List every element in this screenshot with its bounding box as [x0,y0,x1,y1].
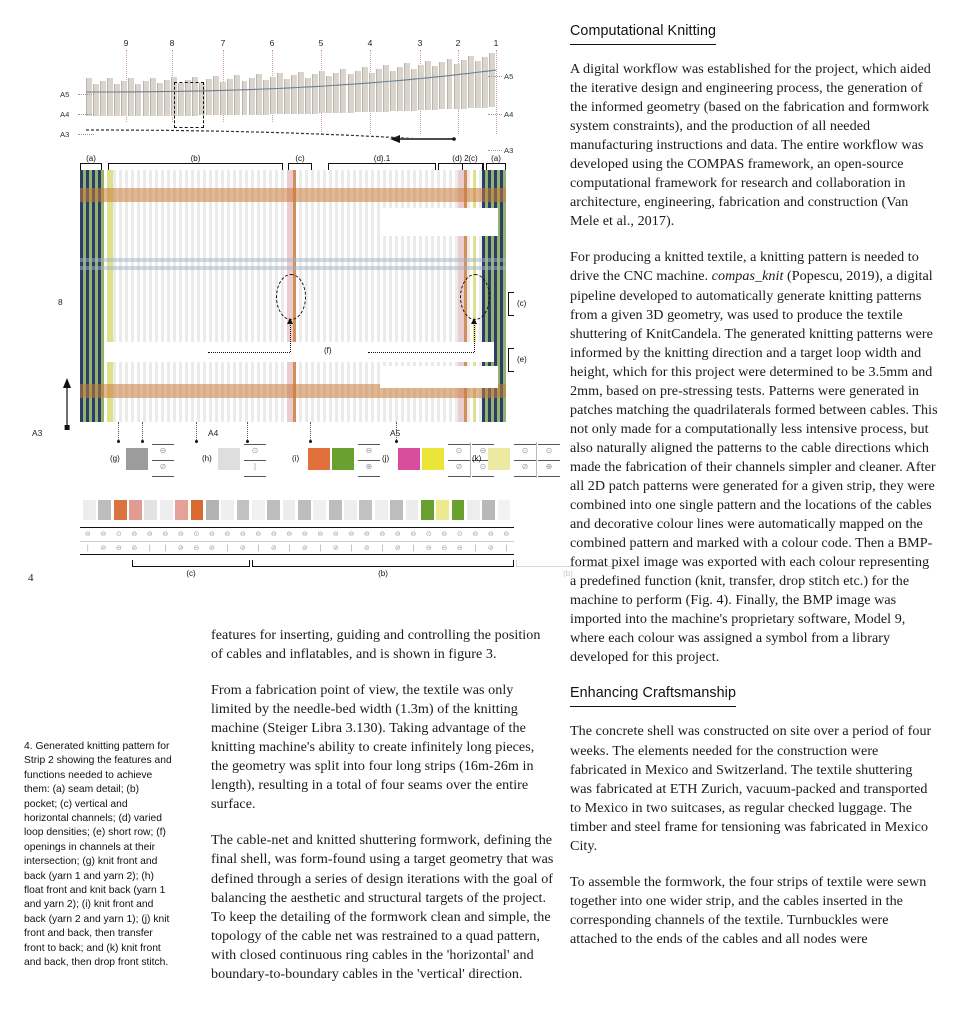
pattern-bracket [80,163,102,170]
colour-strip-swatch [452,500,465,520]
symbol-grid-cell-bottom: | [474,545,477,552]
legend-symbol-cell [514,442,536,478]
pattern-bracket-label: (c) [295,154,305,163]
symbol-rule-top [448,444,470,445]
legend-symbol-divider [470,442,471,478]
elevation-level-line [78,134,94,135]
elevation-level-label-right: A3 [504,146,514,155]
symbol-glyph-bottom: ⊘ [521,462,529,471]
legend-leader-line [310,422,311,440]
symbol-grid-cell-top: ⊖ [344,528,360,542]
elevation-number: 5 [318,38,324,48]
elevation-fin [164,80,170,115]
elevation-fin [404,63,410,111]
symbol-grid-cell-top: ⊖ [158,528,174,542]
symbol-glyph-bottom: ⊘ [159,462,167,471]
elevation-fin [447,59,453,110]
legend-colour-swatch [308,448,330,470]
elevation-fin [93,84,99,116]
symbol-rule-mid [358,460,380,461]
legend-item [110,440,196,484]
colour-strip-swatch [498,500,511,520]
legend-leader-line [142,422,143,440]
legend-item-label: (k) [472,454,482,463]
pattern-side-bracket [508,348,514,372]
elevation-fin [482,57,488,107]
symbol-glyph-top: ⊖ [365,446,373,455]
symbol-grid-cell-bottom: ⊖ [456,545,463,552]
symbol-rule-bottom [152,476,174,477]
colour-strip-swatch [144,500,157,520]
leader-line-right [474,322,475,352]
figure-caption: 4. Generated knitting pattern for Strip 2 showing the features and functions needed to achieve them: (a) seam detail; (b) pocket; (c) vertical and horizontal channels; (d) varied loop densities; (e) short row; (f) openings in channels at their intersection; (g) knit front and back (yarn 1 and yarn 2); (h) float front and knit back (yarn 1 and yarn 2); (i) knit front and back (yarn 2 and yarn 1); (j) knit front and back, then transfer front to back; and (k) knit front and back, then drop front stitch. [24,741,172,969]
elevation-fin [234,75,240,115]
symbol-glyph-top: ⊙ [521,446,529,455]
symbol-glyph-bottom: ⊕ [365,462,373,471]
symbol-rule-top [358,444,380,445]
colour-strip-swatch [129,500,142,520]
symbol-grid-cell-bottom: | [257,545,260,552]
horizontal-channel-band [80,188,506,202]
legend-item [202,440,288,484]
symbol-grid-cell-top: ⊖ [142,528,158,542]
pattern-bottom-bracket-label: (c) [186,569,196,578]
symbol-grid-cell-top: ⊖ [359,528,375,542]
symbol-rule-top [538,444,560,445]
symbol-glyph-top: ⊙ [455,446,463,455]
symbol-grid-cell-bottom: ⊖ [193,545,200,552]
elevation-fin [150,78,156,116]
symbol-glyph-top: ⊙ [251,446,259,455]
elevation-fin [333,73,339,113]
symbol-grid-cell-bottom: | [86,545,89,552]
elevation-diagram [60,38,530,155]
body-paragraph: features for inserting, guiding and controlling the position of cables and inflatables, and is shown in figure 3. [211,627,541,663]
colour-strip-swatch [313,500,326,520]
legend-colour-swatch [398,448,420,470]
section-heading: Computational Knitting [570,23,716,45]
elevation-fin [439,62,445,109]
elevation-level-label-right: A4 [504,110,514,119]
colour-strip-swatch [421,500,434,520]
pattern-side-brackets [506,170,546,422]
elevation-fin [425,61,431,110]
elevation-number: 7 [220,38,226,48]
colour-strip-swatch [436,500,449,520]
symbol-grid-cell-bottom: ⊘ [301,545,308,552]
label-f: (f) [324,346,332,355]
symbol-grid-cell-top: ⊖ [173,528,189,542]
elevation-fin [319,71,325,114]
symbol-glyph-top: ⊖ [159,446,167,455]
symbol-grid-cell-top: ⊖ [406,528,422,542]
symbol-grid-cell-top: ⊖ [96,528,112,542]
pattern-axis-label: A4 [208,428,219,438]
elevation-fin [263,80,269,115]
elevation-fin [383,65,389,111]
symbol-rule-top [244,444,266,445]
body-paragraph: From a fabrication point of view, the textile was only limited by the needle-bed width (1.3m) of the knitting machine (Steiger Libra 3.130). Taking advantage of the knitting machine's ability to create infinitely long pieces, the geometry was split into four long strips (16m-26m in length), resulting in a total of four seams over the entire surface. [211,682,535,813]
elevation-selection-box [174,82,204,128]
symbol-grid-cell-bottom: ⊘ [208,545,215,552]
elevation-number: 3 [417,38,423,48]
highlight-ellipse-right [460,274,490,320]
elevation-fin [362,67,368,112]
elevation-profile [86,60,496,122]
symbol-rule-mid [152,460,174,461]
body-paragraph: To assemble the formwork, the four strips of textile were sewn together into one wider strip, and the cables inserted in the corresponding channels of the textile. Turnbuckles were attached to the ends of the cables and all nodes were [570,873,927,947]
symbol-grid-cell-bottom: | [288,545,291,552]
elevation-fin [143,81,149,116]
pattern-bracket-label: (a) [86,154,96,163]
symbol-grid-cell-bottom: ⊘ [239,545,246,552]
symbol-grid-cell-top: ⊖ [468,528,484,542]
symbol-grid-cell-bottom: | [381,545,384,552]
elevation-fin [397,67,403,111]
elevation-level-label-right: A5 [504,72,514,81]
colour-strip-swatch [359,500,372,520]
elevation-fin [114,84,120,116]
elevation-fin [107,78,113,116]
legend-leader-line [196,422,197,440]
legend-item [382,440,487,484]
pattern-bracket [486,163,506,170]
right-text-column [570,22,938,949]
legend-colour-swatch [332,448,354,470]
symbol-rule-mid [538,460,560,461]
elevation-fin [128,78,134,116]
elevation-number: 8 [169,38,175,48]
symbol-grid-cell-top: ⊙ [189,528,205,542]
symbol-grid-cell-bottom: | [319,545,322,552]
legend-item [472,440,558,484]
colour-strip-swatch [83,500,96,520]
channel-gap-line-left [208,352,290,353]
elevation-fin [432,66,438,109]
symbol-rule-bottom [448,476,470,477]
colour-strip-swatch [482,500,495,520]
symbol-grid-cell-bottom: ⊘ [332,545,339,552]
elevation-level-line [488,150,502,151]
elevation-number: 6 [269,38,275,48]
pattern-bracket-label: (d) 2 [452,154,469,163]
symbol-grid-cell-top: ⊙ [421,528,437,542]
colour-strip-swatch [160,500,173,520]
elevation-fin [355,71,361,113]
elevation-fin [213,76,219,115]
symbol-grid-cell-bottom: ⊖ [115,545,122,552]
symbol-glyph-top: ⊙ [545,446,553,455]
elevation-fin [206,79,212,115]
symbol-glyph-top: ⊖ [479,446,487,455]
symbol-grid-cell-bottom: | [412,545,415,552]
elevation-fin [326,76,332,113]
elevation-level-line [488,114,502,115]
colour-strip-swatch [191,500,204,520]
symbol-grid-cell-bottom: ⊖ [425,545,432,552]
symbol-grid-cell-top: ⊖ [127,528,143,542]
symbol-grid-cell-top: ⊖ [80,528,96,542]
elevation-number: 2 [455,38,461,48]
symbol-grid-cell-top: ⊖ [297,528,313,542]
elevation-level-line [488,76,502,77]
pattern-side-bracket [508,292,514,316]
elevation-level-label-left: A4 [60,110,70,119]
symbol-glyph-bottom: ⊙ [479,462,487,471]
symbol-grid-cell-bottom: | [164,545,167,552]
leader-line-left [290,322,291,352]
symbol-grid-cell-bottom: ⊘ [394,545,401,552]
body-paragraph: A digital workflow was established for the project, which aided the iterative design and engineering process, the generation of the informed geometry (based on the fabrication and formwork system constraints), and the production of all needed manufacturing instructions and data. The entire workflow was developed using the COMPAS framework, an open-source computational framework for research and collaboration in architecture, engineering, fabrication and construction (Van Mele et al., 2017). [570,61,931,230]
elevation-fin [135,84,141,116]
symbol-grid-cell-bottom: | [505,545,508,552]
body-paragraph: The concrete shell was constructed on site over a period of four weeks. The elements needed for the construction were fabricated in Mexico and Switzerland. The textile shuttering was fabricated at ETH Zurich, vacuum-packed and transported to Mexico in two suitcases, as regular checked luggage. The timber and steel frame for tensioning was fabricated in Mexico City. [570,723,932,854]
elevation-fin [390,71,396,112]
elevation-fin [256,74,262,114]
knitting-pattern-chart [80,170,506,422]
elevation-fin [242,81,248,115]
colour-strip-swatch [114,500,127,520]
symbol-rule-top [514,444,536,445]
legend-item-label: (j) [382,454,390,463]
colour-strip-swatch [467,500,480,520]
elevation-fin [418,65,424,110]
elevation-fin [277,73,283,114]
pattern-bracket [462,163,484,170]
elevation-fin [298,72,304,114]
symbol-rule-bottom [538,476,560,477]
figure-generated-knitting-pattern [0,0,573,600]
symbol-grid-cell-bottom: | [226,545,229,552]
legend-item [292,440,378,484]
symbol-grid-cell-bottom: ⊘ [100,545,107,552]
symbol-grid-cell-top: ⊖ [204,528,220,542]
colour-strip-swatch [175,500,188,520]
elevation-tick [496,50,497,134]
elevation-fin [157,83,163,115]
decorative-colour-line [80,258,506,262]
loop-density-gap-lower [380,366,498,388]
loop-density-gap [380,208,498,236]
section-heading: Enhancing Craftsmanship [570,685,736,707]
pattern-top-brackets [80,156,510,170]
pattern-axis-label: 8 [58,297,63,307]
symbol-grid-cell-top: ⊖ [313,528,329,542]
pattern-bracket-label: (d).1 [373,154,391,163]
symbol-rule-top [152,444,174,445]
legend-colour-swatch [218,448,240,470]
colour-strip-swatch [406,500,419,520]
symbol-rule-bottom [358,476,380,477]
legend-colour-swatch [126,448,148,470]
legend-leader-line [118,422,119,440]
decorative-colour-line [80,266,506,270]
pattern-bracket-label: (c) [468,154,478,163]
symbol-grid-cell-top: ⊙ [452,528,468,542]
highlight-ellipse-left [276,274,306,320]
elevation-fin [475,61,481,108]
legend-colour-swatch [422,448,444,470]
symbol-grid-cell-bottom: ⊘ [177,545,184,552]
elevation-level-line [78,94,94,95]
colour-strip-swatch [267,500,280,520]
pattern-axis-label: A5 [390,428,401,438]
symbol-grid-cell-bottom: ⊘ [270,545,277,552]
stitch-legend [80,440,553,484]
body-paragraph: For producing a knitted textile, a knitting pattern is needed to drive the CNC machine. compas_knit (Popescu, 2019), a digital pipeline developed to automatically generate knitting patterns from a given 3D geometry, was used to produce the textile shuttering of KnitCandela. The generated knitting patterns were informed by the knitting direction and a target loop width and height, which for this project were determined to be 3.5mm and 2mm, based on pre-stressing tests. Patterns were generated in patches matching the quadrilaterals formed between cables. This not only made for a computationally less intensive process, but also naturally aligned the patterns to the cable directions which made the fabrication of their channels simpler and cleaner. After all 2D patch patterns were generated for a given strip, they were combined into one single pattern and the locations of the cables and decorative colour lines were automatically mapped on the combined pattern and marked with a colour code. Then a BMP-format pixel image was exported with each colour representing a predefined function (knit, transfer, drop stitch etc.) for the machine to perform (Fig. 4). Finally, the BMP image was imported into the machine's proprietary software, Model 9, where each colour was assigned a symbol from a library developed for this project. [570,249,938,666]
page-number: 4 [28,572,34,584]
symbol-grid-cell-top: ⊖ [483,528,499,542]
colour-strip-swatch [221,500,234,520]
middle-text-column [211,626,555,984]
symbol-grid-cell-bottom: ⊘ [487,545,494,552]
pattern-side-bracket-label: (c) [517,299,527,308]
colour-strip-swatch [252,500,265,520]
symbol-grid-cell-top: ⊖ [282,528,298,542]
legend-leader-line [247,422,248,440]
colour-code-strip [82,500,512,522]
elevation-fin [369,73,375,112]
elevation-number: 9 [123,38,129,48]
legend-symbol-cell [358,442,380,478]
symbol-grid-cell-bottom: ⊘ [363,545,370,552]
symbol-glyph-bottom: ⊕ [545,462,553,471]
elevation-fin [284,79,290,114]
vertical-direction-arrow [62,378,72,430]
elevation-fin [376,69,382,112]
elevation-direction-arrow [390,134,456,144]
legend-symbol-cell [538,442,560,478]
pattern-bracket-label: (a) [491,154,501,163]
elevation-fin [270,77,276,115]
elevation-fin [305,78,311,114]
symbol-grid-cell-top: ⊖ [251,528,267,542]
legend-symbol-cell [152,442,174,478]
pattern-bracket [108,163,283,170]
symbol-glyph-bottom: ⊘ [455,462,463,471]
symbol-rule-mid [448,460,470,461]
symbol-grid-cell-top: ⊖ [266,528,282,542]
symbol-grid-cell-top: ⊖ [499,528,515,542]
symbol-grid-cell-top: ⊖ [437,528,453,542]
elevation-fin [249,78,255,115]
elevation-fin [86,78,92,116]
colour-strip-swatch [298,500,311,520]
symbol-grid-cell-bottom: ⊖ [441,545,448,552]
elevation-fin [411,69,417,111]
legend-leader-line [396,422,397,440]
elevation-level-label-left: A5 [60,90,70,99]
code-term: compas_knit [711,268,784,285]
colour-strip-swatch [329,500,342,520]
pattern-bracket [328,163,436,170]
symbol-rule-bottom [244,476,266,477]
elevation-fin [340,69,346,113]
colour-strip-swatch [237,500,250,520]
symbol-grid-cell-top: ⊖ [220,528,236,542]
pattern-side-bracket-label: (e) [517,355,527,364]
pattern-bracket [288,163,312,170]
pattern-bottom-brackets [80,560,573,582]
symbol-grid-cell-top: ⊖ [390,528,406,542]
legend-item-label: (i) [292,454,300,463]
pattern-bottom-bracket-label: (b) [563,569,573,578]
elevation-fin [461,60,467,109]
elevation-fin [468,56,474,108]
pattern-bottom-bracket [132,560,250,567]
elevation-fin [454,64,460,109]
colour-strip-swatch [390,500,403,520]
symbol-grid-cell-bottom: | [350,545,353,552]
symbol-rule-bottom [514,476,536,477]
elevation-fin [100,81,106,116]
colour-strip-swatch [98,500,111,520]
symbol-grid-cell-bottom: | [148,545,151,552]
body-paragraph: The cable-net and knitted shuttering formwork, defining the final shell, was form-found using a target geometry that was defined through a series of design iterations with the goal of balancing the aesthetic and structural targets of the project. To keep the detailing of the formwork clean and simple, the topology of the cable net was restrained to a quad pattern, with closed continuous ring cables in the 'horizontal' and boundary-to-boundary cables in the 'vertical' direction. [211,832,554,982]
symbol-glyph-bottom: | [253,462,257,471]
symbol-grid-cell-top: ⊖ [235,528,251,542]
elevation-fin [348,74,354,112]
symbol-rule-mid [244,460,266,461]
elevation-fin [489,53,495,107]
pattern-bottom-bracket-label: (b) [378,569,388,578]
legend-colour-swatch [488,448,510,470]
pattern-bottom-bracket [252,560,514,567]
colour-strip-swatch [206,500,219,520]
elevation-fin [312,74,318,113]
elevation-fin [227,79,233,116]
legend-symbol-divider [536,442,537,478]
legend-item-label: (h) [202,454,212,463]
elevation-level-label-left: A3 [60,130,70,139]
elevation-number: 4 [367,38,373,48]
symbol-grid-cell-bottom: ⊘ [131,545,138,552]
elevation-level-line [78,114,94,115]
elevation-number: 1 [493,38,499,48]
legend-symbol-cell [244,442,266,478]
symbol-grid [80,527,514,555]
colour-strip-swatch [283,500,296,520]
channel-gap-line-right [368,352,474,353]
legend-symbol-cell [448,442,470,478]
colour-strip-swatch [375,500,388,520]
elevation-fin [291,75,297,114]
symbol-rule-mid [514,460,536,461]
legend-item-label: (g) [110,454,120,463]
elevation-fin [121,81,127,116]
symbol-grid-cell-top: ⊖ [328,528,344,542]
pattern-bracket-label: (b) [190,154,201,163]
symbol-grid-cell-top: ⊙ [111,528,127,542]
pattern-axis-label: A3 [32,428,43,438]
symbol-grid-cell-top: ⊖ [375,528,391,542]
elevation-fin [220,82,226,115]
colour-strip-swatch [344,500,357,520]
